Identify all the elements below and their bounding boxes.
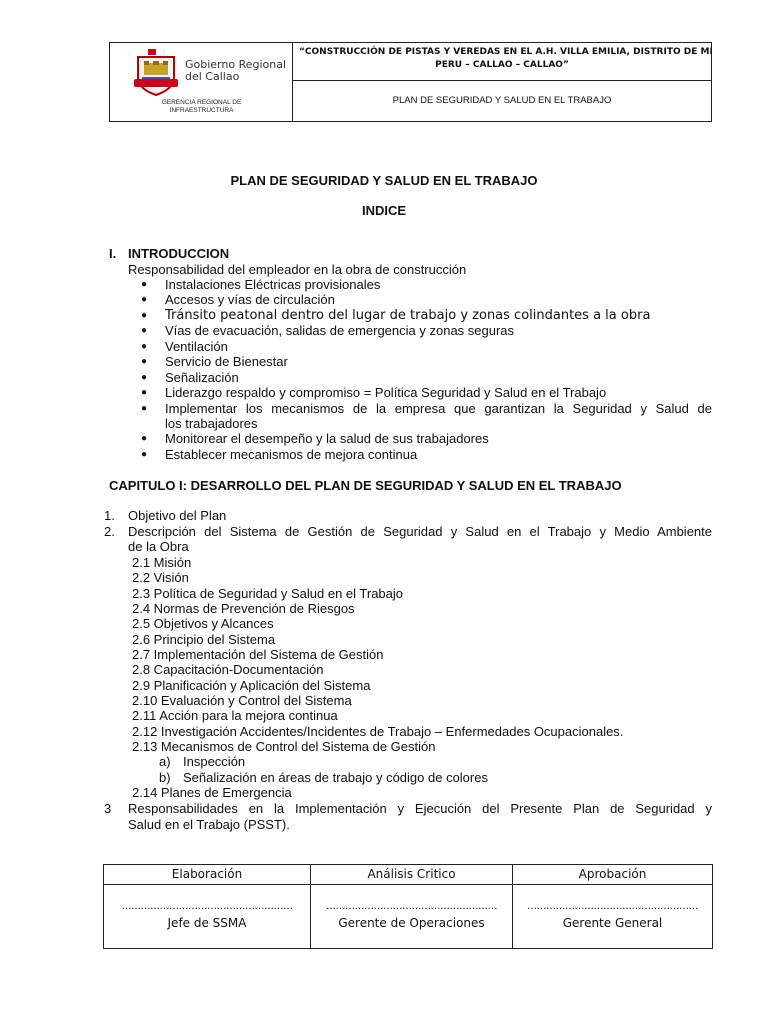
- list-item: Objetivo del Plan: [128, 508, 227, 523]
- org-name: [185, 59, 286, 83]
- subsub-label: a): [159, 754, 171, 769]
- header-doc-name: PLAN DE SEGURIDAD Y SALUD EN EL TRABAJO: [392, 95, 612, 106]
- bullet-item: Ventilación: [165, 339, 228, 354]
- list-subitem: 2.14 Planes de Emergencia: [132, 785, 292, 800]
- bullet-icon: ●: [141, 356, 148, 367]
- signature-header: Elaboración: [171, 867, 243, 881]
- page-title: PLAN DE SEGURIDAD Y SALUD EN EL TRABAJO: [230, 173, 538, 188]
- subsub-label: b): [159, 770, 171, 785]
- list-subitem: 2.11 Acción para la mejora continua: [132, 708, 338, 724]
- signature-line: ………………………………………………: [326, 901, 497, 912]
- dept-line: GERENCIA REGIONAL DE: [161, 99, 242, 106]
- bullet-item: Monitorear el desempeño y la salud de sus trabajadores: [165, 431, 489, 446]
- list-subitem: 2.7 Implementación del Sistema de Gestión: [132, 647, 384, 662]
- signature-column: [311, 865, 513, 948]
- list-number: 3: [104, 801, 112, 816]
- signature-role: Jefe de SSMA: [167, 916, 247, 930]
- bullet-item: Establecer mecanismos de mejora continua: [165, 447, 418, 462]
- list-subitem: 2.8 Capacitación-Documentación: [132, 662, 324, 678]
- regional-crest-logo: [134, 49, 178, 97]
- list-item-continuation: de la Obra: [128, 539, 189, 554]
- bullet-item-continuation: los trabajadores: [165, 416, 258, 431]
- index-title: INDICE: [361, 203, 407, 218]
- bullet-item: Instalaciones Eléctricas provisionales: [165, 277, 381, 292]
- section-heading: INTRODUCCION: [128, 246, 230, 261]
- bullet-item: Vías de evacuación, salidas de emergencia y zonas seguras: [165, 323, 515, 338]
- list-subitem: 2.13 Mecanismos de Control del Sistema de Gestión: [132, 739, 436, 754]
- list-subitem: 2.1 Misión: [132, 555, 192, 570]
- subsub-item: Inspección: [183, 754, 246, 769]
- bullet-item: Implementar los mecanismos de la empresa que garantizan la Seguridad y Salud de: [165, 401, 712, 416]
- section-number: I.: [109, 246, 117, 261]
- bullet-item: Tránsito peatonal dentro del lugar de trabajo y zonas colindantes a la obra: [165, 308, 651, 323]
- signature-line: ………………………………………………: [121, 901, 293, 912]
- list-item-continuation: Salud en el Trabajo (PSST).: [128, 817, 290, 832]
- bullet-item: Servicio de Bienestar: [165, 354, 288, 369]
- signature-column: [513, 865, 712, 948]
- bullet-icon: ●: [141, 325, 148, 336]
- section-intro: Responsabilidad del empleador en la obra de construcción: [128, 262, 467, 277]
- org-department: [110, 99, 293, 115]
- document-header: [109, 42, 712, 122]
- list-subitem: 2.9 Planificación y Aplicación del Sistema: [132, 677, 371, 693]
- list-subitem: 2.4 Normas de Prevención de Riesgos: [132, 601, 355, 616]
- bullet-icon: ●: [141, 310, 148, 321]
- subsub-item: Señalización en áreas de trabajo y código de colores: [183, 770, 488, 785]
- bullet-icon: ●: [141, 449, 148, 460]
- signature-column: [104, 865, 311, 948]
- signature-header: Análisis Critico: [367, 867, 456, 881]
- signature-role: Gerente General: [562, 916, 663, 930]
- bullet-item: Accesos y vías de circulación: [165, 292, 335, 307]
- bullet-item: Liderazgo respaldo y compromiso = Política Seguridad y Salud en el Trabajo: [165, 385, 607, 400]
- org-name-line: Gobierno Regional: [185, 58, 287, 71]
- bullet-icon: ●: [141, 433, 148, 444]
- org-name-line: del Callao: [185, 70, 240, 83]
- list-item: Descripción del Sistema de Gestión de Seguridad y Salud en el Trabajo y Medio Ambiente: [128, 524, 712, 539]
- signature-table: [103, 864, 713, 949]
- list-subitem: 2.2 Visión: [132, 570, 189, 586]
- signature-role: Gerente de Operaciones: [338, 916, 485, 930]
- list-subitem: 2.3 Política de Seguridad y Salud en el Trabajo: [132, 585, 404, 601]
- list-subitem: 2.6 Principio del Sistema: [132, 631, 276, 647]
- signature-header: Aprobación: [578, 867, 647, 881]
- bullet-icon: ●: [141, 387, 148, 398]
- bullet-icon: ●: [141, 403, 148, 414]
- project-title: [293, 43, 711, 81]
- dept-line: INFRAESTRUCTURA: [169, 107, 234, 114]
- list-subitem: 2.12 Investigación Accidentes/Incidentes de Trabajo – Enfermedades Ocupacionales.: [132, 723, 624, 739]
- list-item: Responsabilidades en la Implementación y Ejecución del Presente Plan de Seguridad y: [128, 801, 712, 816]
- bullet-icon: ●: [141, 341, 148, 352]
- list-subitem: 2.5 Objetivos y Alcances: [132, 616, 274, 632]
- bullet-icon: ●: [141, 279, 148, 290]
- chapter-heading: CAPITULO I: DESARROLLO DEL PLAN DE SEGURIDAD Y SALUD EN EL TRABAJO: [109, 478, 622, 493]
- project-title-line: PERU – CALLAO – CALLAO”: [435, 60, 569, 70]
- project-title-line: “CONSTRUCCIÓN DE PISTAS Y VEREDAS EN EL A.H. VILLA EMILIA, DISTRITO DE MI: [299, 47, 713, 57]
- bullet-icon: ●: [141, 372, 148, 383]
- list-number: 2.: [104, 524, 115, 539]
- list-number: 1.: [104, 508, 115, 523]
- bullet-icon: ●: [141, 294, 148, 305]
- list-subitem: 2.10 Evaluación y Control del Sistema: [132, 693, 352, 708]
- signature-line: ………………………………………………: [527, 901, 698, 912]
- bullet-item: Señalización: [165, 370, 239, 385]
- logo-cell: [110, 43, 293, 121]
